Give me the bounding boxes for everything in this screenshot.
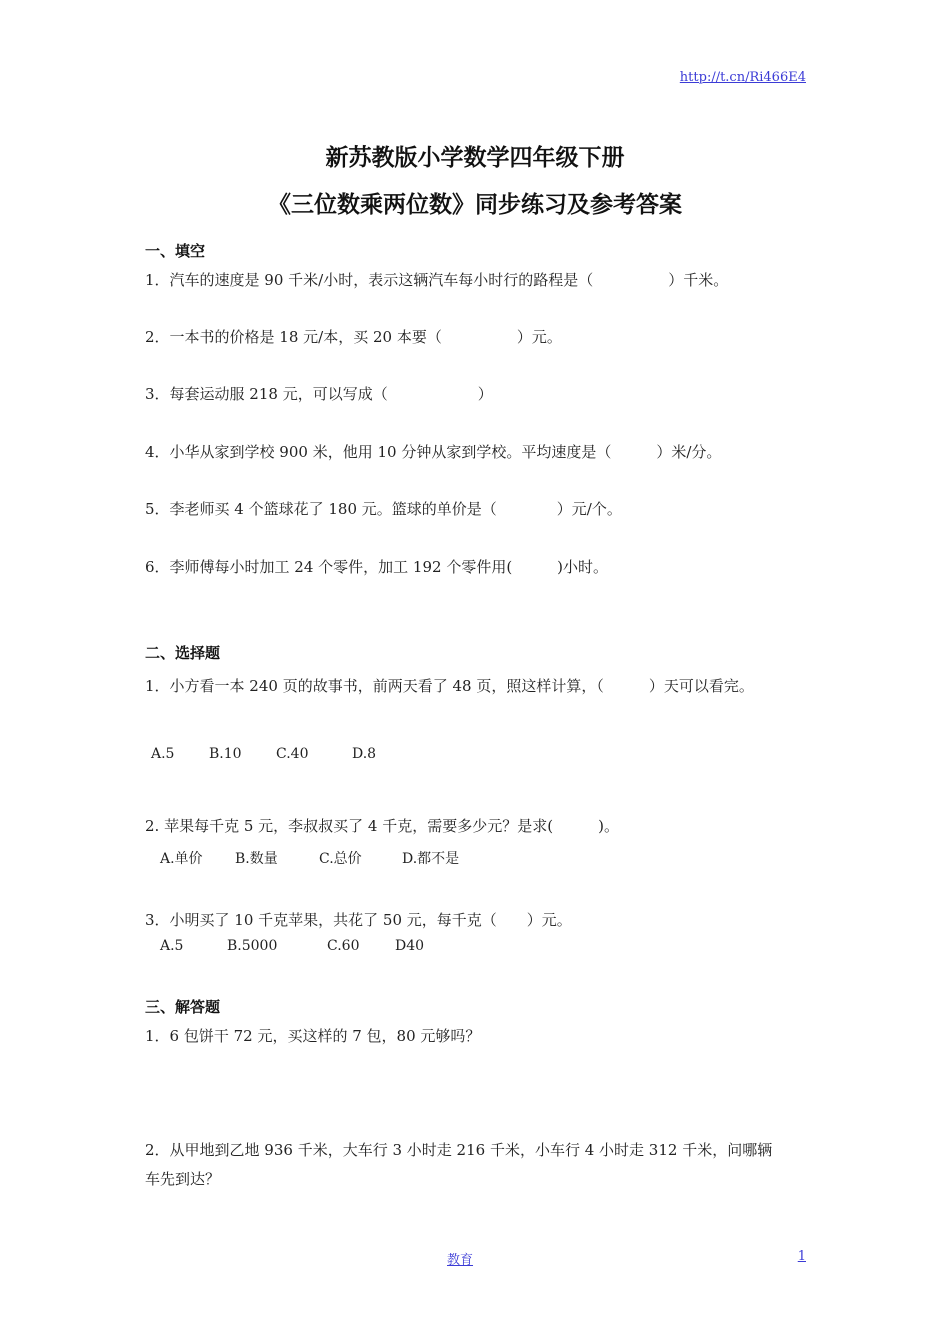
choice-3-option-d: D40 <box>395 938 425 954</box>
question-choice-2: 2. 苹果每千克 5 元，李叔叔买了 4 千克，需要多少元？是求( )。 <box>145 817 619 835</box>
choice-2-option-d: D.都不是 <box>402 851 460 867</box>
question-fill-6: 6．李师傅每小时加工 24 个零件，加工 192 个零件用( )小时。 <box>145 558 609 576</box>
question-fill-2: 2．一本书的价格是 18 元/本，买 20 本要（ ）元。 <box>145 328 562 346</box>
question-fill-1: 1．汽车的速度是 90 千米/小时，表示这辆汽车每小时行的路程是（ ）千米。 <box>145 271 729 289</box>
choice-1-option-b: B.10 <box>209 746 242 762</box>
page-subtitle: 《三位数乘两位数》同步练习及参考答案 <box>268 192 682 218</box>
choice-1-option-a: A.5 <box>151 746 175 762</box>
question-choice-1: 1．小方看一本 240 页的故事书，前两天看了 48 页，照这样计算，（ ）天可以看完。 <box>145 677 754 695</box>
choice-1-option-d: D.8 <box>352 746 377 762</box>
choice-3-option-c: C.60 <box>327 938 360 954</box>
choice-1-option-c: C.40 <box>276 746 309 762</box>
question-fill-3: 3．每套运动服 218 元，可以写成（ ） <box>145 385 493 403</box>
question-solve-1: 1．6 包饼干 72 元，买这样的 7 包，80 元够吗？ <box>145 1027 481 1045</box>
section-heading-fill-in: 一、填空 <box>145 242 206 260</box>
question-solve-2-line-1: 2．从甲地到乙地 936 千米，大车行 3 小时走 216 千米，小车行 4 小时走 312 千米，问哪辆 <box>145 1141 773 1159</box>
footer-link[interactable]: 教育 <box>447 1253 474 1268</box>
choice-2-option-b: B.数量 <box>235 851 278 867</box>
choice-2-option-c: C.总价 <box>319 851 362 867</box>
question-fill-4: 4．小华从家到学校 900 米，他用 10 分钟从家到学校。平均速度是（ ）米/分。 <box>145 443 722 461</box>
choice-2-option-a: A.单价 <box>160 851 203 867</box>
page-title: 新苏教版小学数学四年级下册 <box>325 145 625 171</box>
question-solve-2-line-2: 车先到达？ <box>145 1170 221 1188</box>
section-heading-choice: 二、选择题 <box>145 644 221 662</box>
page-number[interactable]: 1 <box>797 1249 806 1264</box>
choice-3-option-a: A.5 <box>160 938 184 954</box>
section-heading-solve: 三、解答题 <box>145 998 221 1016</box>
question-choice-3: 3．小明买了 10 千克苹果，共花了 50 元，每千克（ ）元。 <box>145 911 572 929</box>
choice-3-option-b: B.5000 <box>227 938 278 954</box>
header-url-link[interactable]: http://t.cn/Ri466E4 <box>679 70 806 85</box>
question-fill-5: 5．李老师买 4 个篮球花了 180 元。篮球的单价是（ ）元/个。 <box>145 500 622 518</box>
